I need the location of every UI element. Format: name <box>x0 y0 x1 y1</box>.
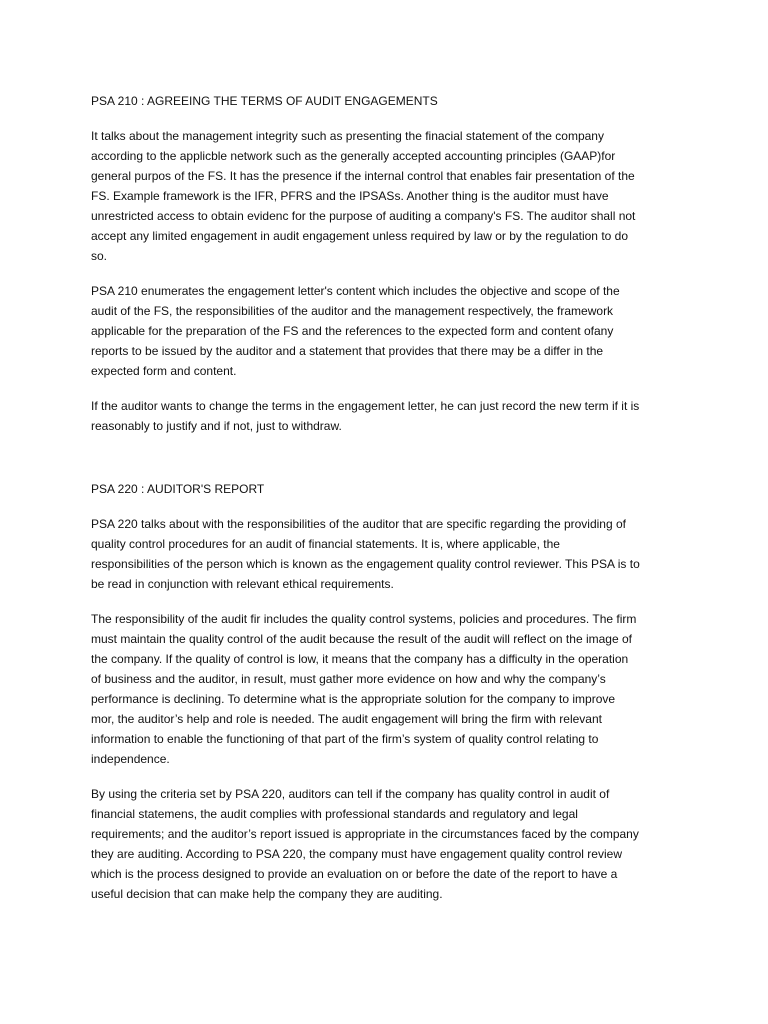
text-line: quality control procedures for an audit of financial statements. It is, where applicable, the <box>91 537 560 551</box>
text-line: the company. If the quality of control is low, it means that the company has a difficulty in the operation <box>91 652 629 666</box>
section-spacer <box>91 451 671 479</box>
paragraph <box>91 281 671 381</box>
document-body <box>91 91 671 919</box>
text-line: financial statemens, the audit complies with professional standards and regulatory and legal <box>91 807 578 821</box>
text-line: be read in conjunction with relevant ethical requirements. <box>91 577 394 591</box>
text-line: requirements; and the auditor’s report issued is appropriate in the circumstances faced by the company <box>91 827 639 841</box>
text-line: expected form and content. <box>91 364 237 378</box>
text-line: If the auditor wants to change the terms in the engagement letter, he can just record the new term if it is <box>91 399 640 413</box>
text-line: PSA 210 enumerates the engagement letter's content which includes the objective and scope of the <box>91 284 620 298</box>
text-line: which is the process designed to provide an evaluation on or before the date of the report to have a <box>91 867 618 881</box>
text-line: accept any limited engagement in audit engagement unless required by law or by the regulation to do <box>91 229 629 243</box>
text-line: unrestricted access to obtain evidenc for the purpose of auditing a company's FS. The auditor shall not <box>91 209 636 223</box>
text-line: performance is declining. To determine what is the appropriate solution for the company to improve <box>91 692 616 706</box>
text-line: applicable for the preparation of the FS and the references to the expected form and content ofany <box>91 324 614 338</box>
text-line: of business and the auditor, in result, must gather more evidence on how and why the company’s <box>91 672 606 686</box>
paragraph <box>91 514 671 594</box>
text-line: It talks about the management integrity such as presenting the finacial statement of the company <box>91 129 604 143</box>
section-psa-220 <box>91 479 671 904</box>
section-heading: PSA 220 : AUDITOR'S REPORT <box>91 482 265 496</box>
text-line: independence. <box>91 752 170 766</box>
text-line: reasonably to justify and if not, just to withdraw. <box>91 419 342 433</box>
text-line: information to enable the functioning of that part of the firm’s system of quality control relating to <box>91 732 599 746</box>
text-line: FS. Example framework is the IFR, PFRS and the IPSASs. Another thing is the auditor must have <box>91 189 609 203</box>
text-line: useful decision that can make help the company they are auditing. <box>91 887 443 901</box>
paragraph <box>91 609 671 769</box>
text-line: audit of the FS, the responsibilities of the auditor and the management respectively, the framework <box>91 304 614 318</box>
paragraph <box>91 126 671 266</box>
text-line: according to the applicble network such as the generally accepted accounting principles (GAAP)for <box>91 149 616 163</box>
text-line: responsibilities of the person which is known as the engagement quality control reviewer. This PSA is to <box>91 557 640 571</box>
text-line: By using the criteria set by PSA 220, auditors can tell if the company has quality control in audit of <box>91 787 610 801</box>
section-heading: PSA 210 : AGREEING THE TERMS OF AUDIT ENGAGEMENTS <box>91 94 438 108</box>
text-line: The responsibility of the audit fir includes the quality control systems, policies and procedures. The firm <box>91 612 637 626</box>
text-line: reports to be issued by the auditor and a statement that provides that there may be a differ in the <box>91 344 604 358</box>
paragraph <box>91 396 671 436</box>
text-line: they are auditing. According to PSA 220, the company must have engagement quality control review <box>91 847 622 861</box>
text-line: general purpos of the FS. It has the presence if the internal control that enables fair presentation of the <box>91 169 635 183</box>
section-psa-210 <box>91 91 671 436</box>
paragraph <box>91 784 671 904</box>
text-line: PSA 220 talks about with the responsibilities of the auditor that are specific regarding the providing of <box>91 517 626 531</box>
text-line: must maintain the quality control of the audit because the result of the audit will reflect on the image of <box>91 632 632 646</box>
text-line: so. <box>91 249 108 263</box>
text-line: mor, the auditor’s help and role is needed. The audit engagement will bring the firm with relevant <box>91 712 602 726</box>
